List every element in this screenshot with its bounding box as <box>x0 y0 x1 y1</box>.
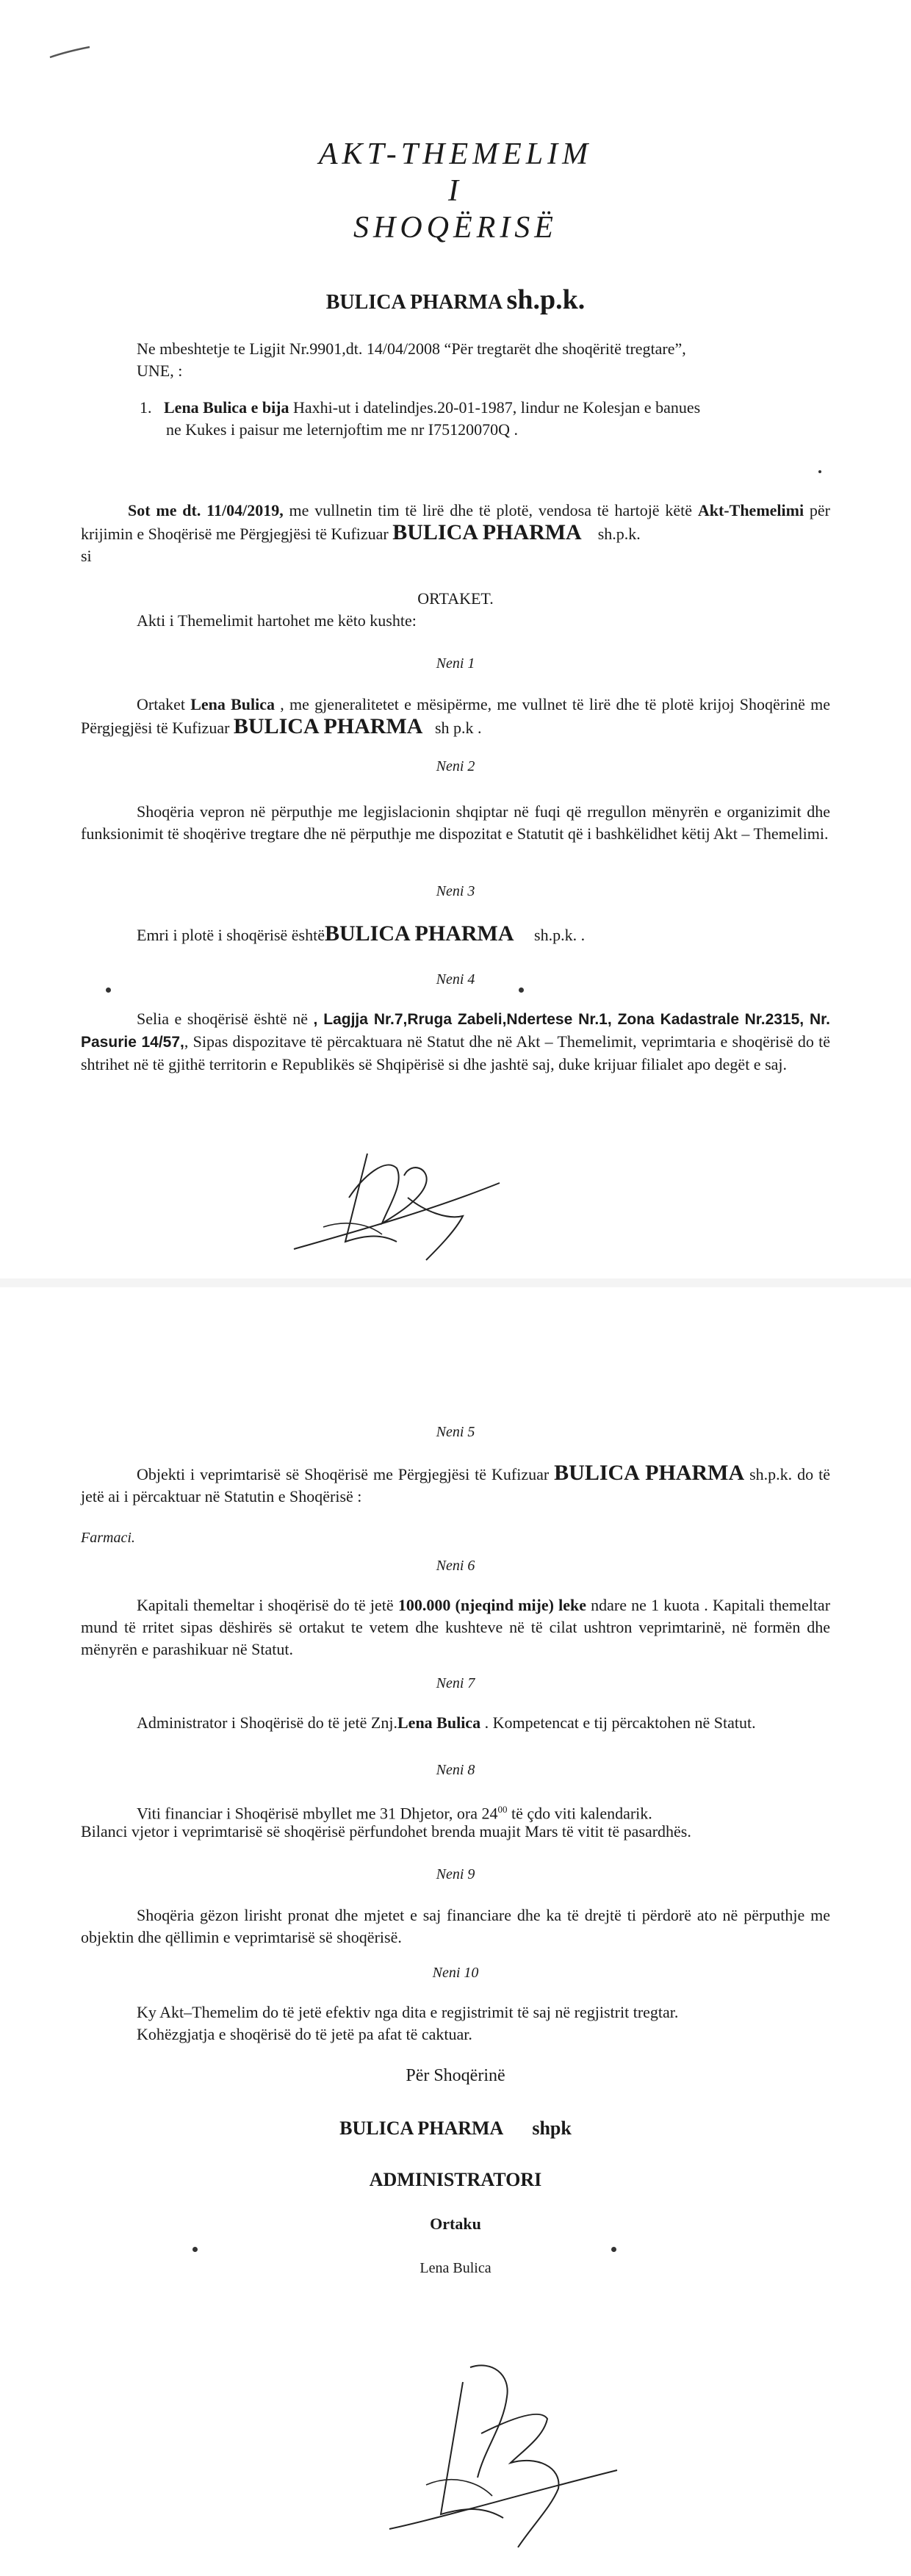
closing-company: BULICA PHARMA shpk <box>339 2118 572 2139</box>
law-reference: Ne mbeshtetje te Ligjit Nr.9901,dt. 14/04/2008 “Për tregtarët dhe shoqëritë tregtare”, <box>137 339 686 358</box>
document-page-1 <box>0 0 911 1278</box>
neni-10-text-1: Ky Akt–Themelim do të jetë efektiv nga dita e regjistrimit të saj në regjistrit tregtar. <box>137 2003 679 2021</box>
sot-company: BULICA PHARMA <box>392 520 582 544</box>
neni-3-heading: Neni 3 <box>436 883 475 899</box>
neni-7-text: Administrator i Shoqërisë do të jetë Znj.Lena Bulica . Kompetencat e tij përcaktohen në Statut. <box>137 1713 756 1732</box>
neni-2-heading: Neni 2 <box>436 758 475 774</box>
partner-number: 1. <box>140 398 152 417</box>
neni-4-text: Selia e shoqërisë është në , Lagjja Nr.7,Rruga Zabeli,Ndertese Nr.1, Zona Kadastrale Nr.2315, Nr. Pasurie 14/57,, Sipas dispozitave të përcaktuara në Statut dhe në Akt – Themelimit, veprimtaria e shoqërisë do të shtrihet në të gjithë territorin e Republikës së Shqipërisë si dhe jashtë saj, duke krijuar filialet apo degët e saj. <box>81 1010 831 1073</box>
company-suffix: sh.p.k. <box>506 284 586 315</box>
neni-5-text: Objekti i veprimtarisë së Shoqërisë me Përgjegjësi të Kufizuar BULICA PHARMA sh.p.k. do të jetë ai i përcaktuar në Statutin e Shoqërisë : <box>81 1461 830 1505</box>
neni-6-text: Kapitali themeltar i shoqërisë do të jetë 100.000 (njeqind mije) leke ndare ne 1 kuota . Kapitali themeltar mund të rritet sipas dëshirës së ortakut te vetem dhe kushteve në të cilat ushtron veprimtarinë, në formën dhe mënyrën e parashikuar në Statut. <box>81 1596 831 1658</box>
neni-4-heading: Neni 4 <box>436 971 475 987</box>
signature-image <box>279 1124 514 1271</box>
sot-paragraph: Sot me dt. 11/04/2019, me vullnetin tim të lirë dhe të plotë, vendosa të hartojë këtë Akt-Themelimi për krijimin e Shoqërisë me Përgjegjësi të Kufizuar BULICA PHARMA sh.p.k. si <box>81 501 830 565</box>
per-shoqerine: Për Shoqërinë <box>406 2066 505 2085</box>
neni-10-heading: Neni 10 <box>432 1965 479 1981</box>
administratori-heading: ADMINISTRATORI <box>369 2169 542 2190</box>
neni-9-text: Shoqëria gëzon lirisht pronat dhe mjetet e saj financiare dhe ka të drejtë ti përdorë ato në përputhje me objektin dhe qëllimin e veprimtarisë së shoqërisë. <box>81 1906 830 1946</box>
neni-9-heading: Neni 9 <box>436 1866 475 1882</box>
partner-details-2: ne Kukes i paisur me leternjoftim me nr I75120070Q . <box>166 420 519 439</box>
partner-entry <box>140 397 830 419</box>
punch-mark <box>106 987 111 993</box>
document-title-line2: I <box>448 174 463 208</box>
neni-8-text: Viti financiar i Shoqërisë mbyllet me 31 Dhjetor, ora $24^{00}$ të çdo viti kalendarik. <box>137 1804 652 1823</box>
neni-1-heading: Neni 1 <box>436 655 475 672</box>
company-name: BULICA PHARMA <box>325 291 502 314</box>
akti-intro: Akti i Themelimit hartohet me këto kushte: <box>137 611 417 630</box>
une-label: UNE, : <box>137 361 183 380</box>
object-farmaci: Farmaci. <box>81 1530 135 1546</box>
document-title-line3: SHOQËRISË <box>353 211 558 245</box>
punch-mark <box>818 470 821 473</box>
ortaku-label: Ortaku <box>430 2215 481 2233</box>
neni-7-heading: Neni 7 <box>436 1675 475 1691</box>
neni-3-text: Emri i plotë i shoqërisë ështëBULICA PHARMA sh.p.k. . <box>137 921 586 946</box>
punch-mark <box>611 2247 616 2252</box>
document-page-2 <box>0 1287 911 2576</box>
signature-image <box>382 2338 632 2558</box>
pen-stroke-mark <box>48 41 93 63</box>
punch-mark <box>192 2247 198 2252</box>
neni-5-heading: Neni 5 <box>436 1424 475 1440</box>
neni-1-text: Ortaket Lena Bulica , me gjeneralitetet e mësipërme, me vullnet të lirë dhe të plotë krijoj Shoqërinë me Përgjegjësi të Kufizuar BULICA PHARMA sh p.k . <box>81 695 831 738</box>
page-separator <box>0 1278 911 1287</box>
ortaket-heading: ORTAKET. <box>417 589 494 608</box>
neni-6-heading: Neni 6 <box>436 1558 475 1574</box>
sot-date: Sot me dt. 11/04/2019, <box>128 501 284 519</box>
neni-8-heading: Neni 8 <box>436 1762 475 1778</box>
neni-8-text-2: Bilanci vjetor i veprimtarisë së shoqërisë përfundohet brenda muajit Mars të vitit të pasardhës. <box>81 1822 691 1841</box>
partner-name: Lena Bulica e bija <box>164 398 289 417</box>
punch-mark <box>519 987 524 993</box>
signer-name: Lena Bulica <box>420 2260 491 2276</box>
neni-10-text-2: Kohëzgjatja e shoqërisë do të jetë pa afat të caktuar. <box>137 2025 472 2043</box>
partner-details-1: Haxhi-ut i datelindjes.20-01-1987, lindur ne Kolesjan e banues <box>293 398 701 417</box>
neni-2-text: Shoqëria vepron në përputhje me legjislacionin shqiptar në fuqi që rregullon mënyrën e organizimit dhe funksionimit të shoqërive tregtare dhe në përputhje me dispozitat e Statutit që i bashkëlidhet këtij Akt – Themelimi. <box>81 802 831 843</box>
company-heading <box>0 284 911 316</box>
document-title-line1: AKT-THEMELIM <box>318 137 593 171</box>
